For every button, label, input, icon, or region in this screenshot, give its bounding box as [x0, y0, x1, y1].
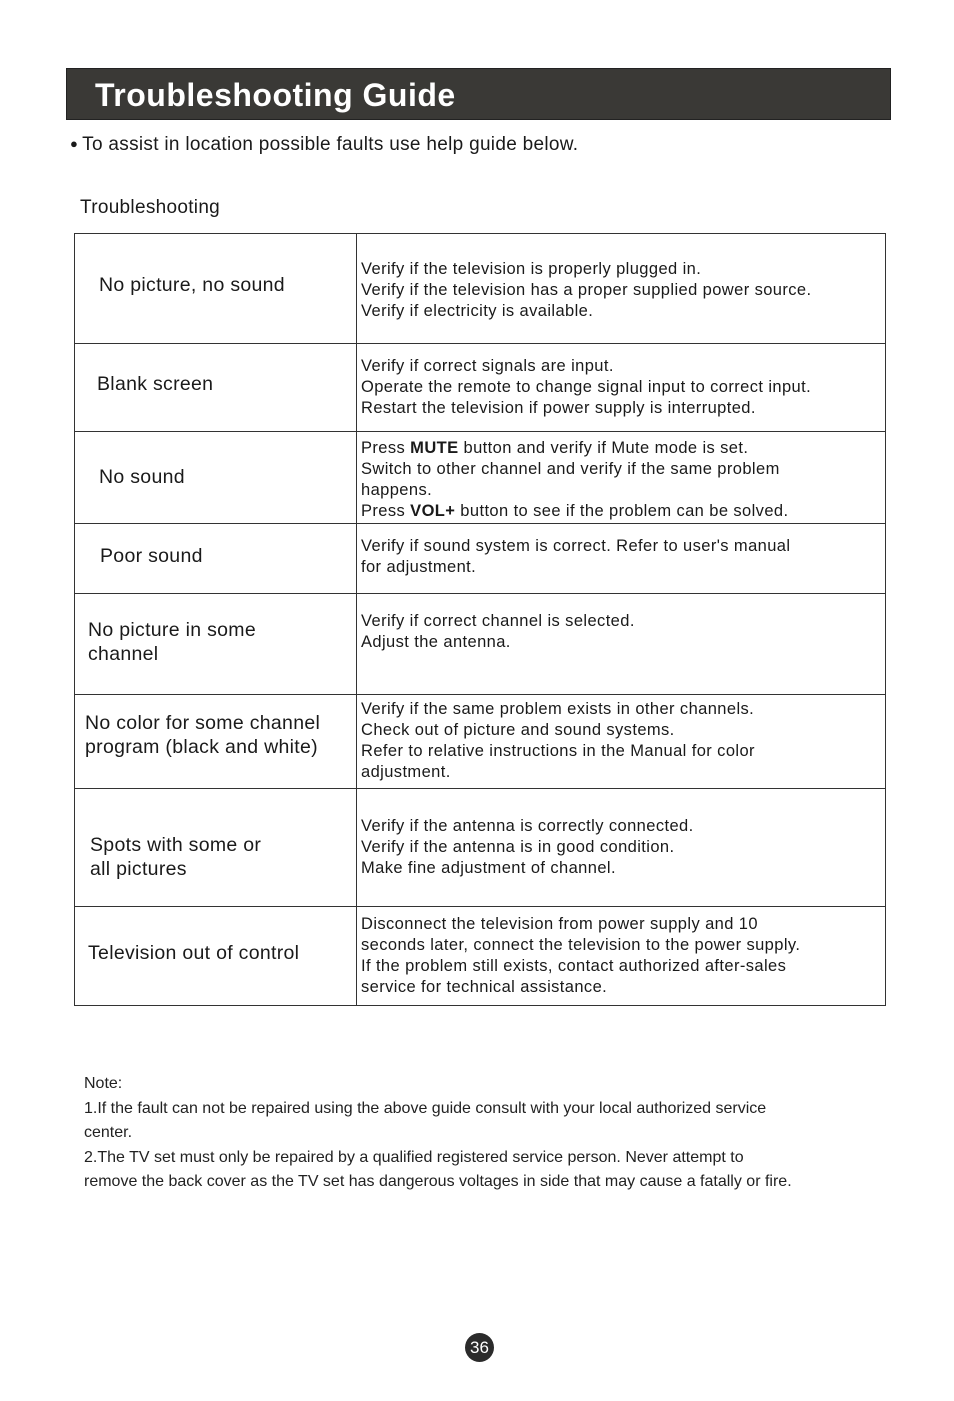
problem-cell — [75, 789, 357, 907]
problem-text: Spots with some or — [90, 834, 262, 856]
table-row — [75, 524, 886, 594]
page-number-badge: 36 — [465, 1333, 494, 1362]
problem-cell — [75, 234, 357, 344]
note-line: 2.The TV set must only be repaired by a qualified registered service person. Never attempt to — [84, 1148, 744, 1166]
solution-text: Verify if correct channel is selected. — [361, 612, 635, 630]
solution-cell — [357, 594, 886, 695]
table-row — [75, 594, 886, 695]
table-row — [75, 344, 886, 432]
solution-text: Verify if sound system is correct. Refer to user's manual — [361, 537, 791, 555]
solution-cell — [357, 344, 886, 432]
notes-heading: Note: — [84, 1075, 123, 1092]
bullet-icon: ● — [70, 136, 79, 151]
problem-cell — [75, 594, 357, 695]
problem-text: No color for some channel — [85, 712, 321, 734]
solution-cell — [357, 524, 886, 594]
problem-cell — [75, 907, 357, 1006]
solution-cell — [357, 695, 886, 789]
solution-text: Switch to other channel and verify if the same problem — [361, 460, 780, 478]
solution-text: adjustment. — [361, 763, 451, 781]
solution-text: Verify if the same problem exists in other channels. — [361, 700, 755, 718]
solution-text: Restart the television if power supply is interrupted. — [361, 399, 756, 417]
solution-text: Operate the remote to change signal input to correct input. — [361, 378, 812, 396]
solution-text: Refer to relative instructions in the Manual for color — [361, 742, 755, 760]
solution-text: Press VOL+ button to see if the problem can be solved. — [361, 502, 789, 520]
solution-text: Disconnect the television from power supply and 10 — [361, 915, 758, 933]
notes-block — [84, 1072, 904, 1195]
problem-text: No picture, no sound — [99, 274, 285, 296]
page-title: Troubleshooting Guide — [95, 77, 456, 113]
solution-text: Check out of picture and sound systems. — [361, 721, 675, 739]
button-name-text: MUTE — [410, 439, 459, 457]
solution-cell — [357, 234, 886, 344]
button-name-text: VOL+ — [410, 502, 456, 520]
solution-text: Make fine adjustment of channel. — [361, 859, 616, 877]
solution-text: Verify if the television has a proper supplied power source. — [361, 281, 812, 299]
problem-text: channel — [88, 643, 159, 665]
problem-cell — [75, 524, 357, 594]
problem-cell — [75, 344, 357, 432]
solution-text: happens. — [361, 481, 433, 499]
note-line: center. — [84, 1124, 133, 1141]
table-row — [75, 432, 886, 524]
intro-text — [70, 134, 578, 156]
solution-text: Adjust the antenna. — [361, 633, 511, 651]
problem-text: No picture in some — [88, 619, 256, 641]
solution-text: seconds later, connect the television to the power supply. — [361, 936, 801, 954]
solution-cell — [357, 432, 886, 524]
problem-cell — [75, 432, 357, 524]
header-banner — [66, 68, 891, 120]
solution-text: Verify if the antenna is correctly connected. — [361, 817, 694, 835]
solution-text: for adjustment. — [361, 558, 477, 576]
solution-cell — [357, 789, 886, 907]
problem-text: Television out of control — [88, 942, 300, 964]
table-row — [75, 907, 886, 1006]
solution-text: Verify if correct signals are input. — [361, 357, 614, 375]
problem-cell — [75, 695, 357, 789]
solution-text: If the problem still exists, contact authorized after-sales — [361, 957, 787, 975]
problem-text: all pictures — [90, 858, 187, 880]
solution-cell — [357, 907, 886, 1006]
note-line: 1.If the fault can not be repaired using the above guide consult with your local authorized service — [84, 1099, 767, 1117]
problem-text: No sound — [99, 466, 185, 488]
table-row — [75, 789, 886, 907]
table-row — [75, 234, 886, 344]
solution-text: Verify if the television is properly plugged in. — [361, 260, 702, 278]
solution-text: Verify if the antenna is in good condition. — [361, 838, 675, 856]
section-label: Troubleshooting — [80, 197, 221, 218]
solution-text: Verify if electricity is available. — [361, 302, 594, 320]
problem-text: Blank screen — [97, 373, 214, 395]
intro-label: To assist in location possible faults use help guide below. — [82, 134, 579, 155]
problem-text: Poor sound — [100, 545, 203, 567]
problem-text: program (black and white) — [85, 736, 318, 758]
table-row — [75, 695, 886, 789]
troubleshooting-table — [74, 233, 886, 1006]
solution-text: Press MUTE button and verify if Mute mode is set. — [361, 439, 749, 457]
note-line: remove the back cover as the TV set has dangerous voltages in side that may cause a fatally or fire. — [84, 1173, 792, 1190]
solution-text: service for technical assistance. — [361, 978, 608, 996]
